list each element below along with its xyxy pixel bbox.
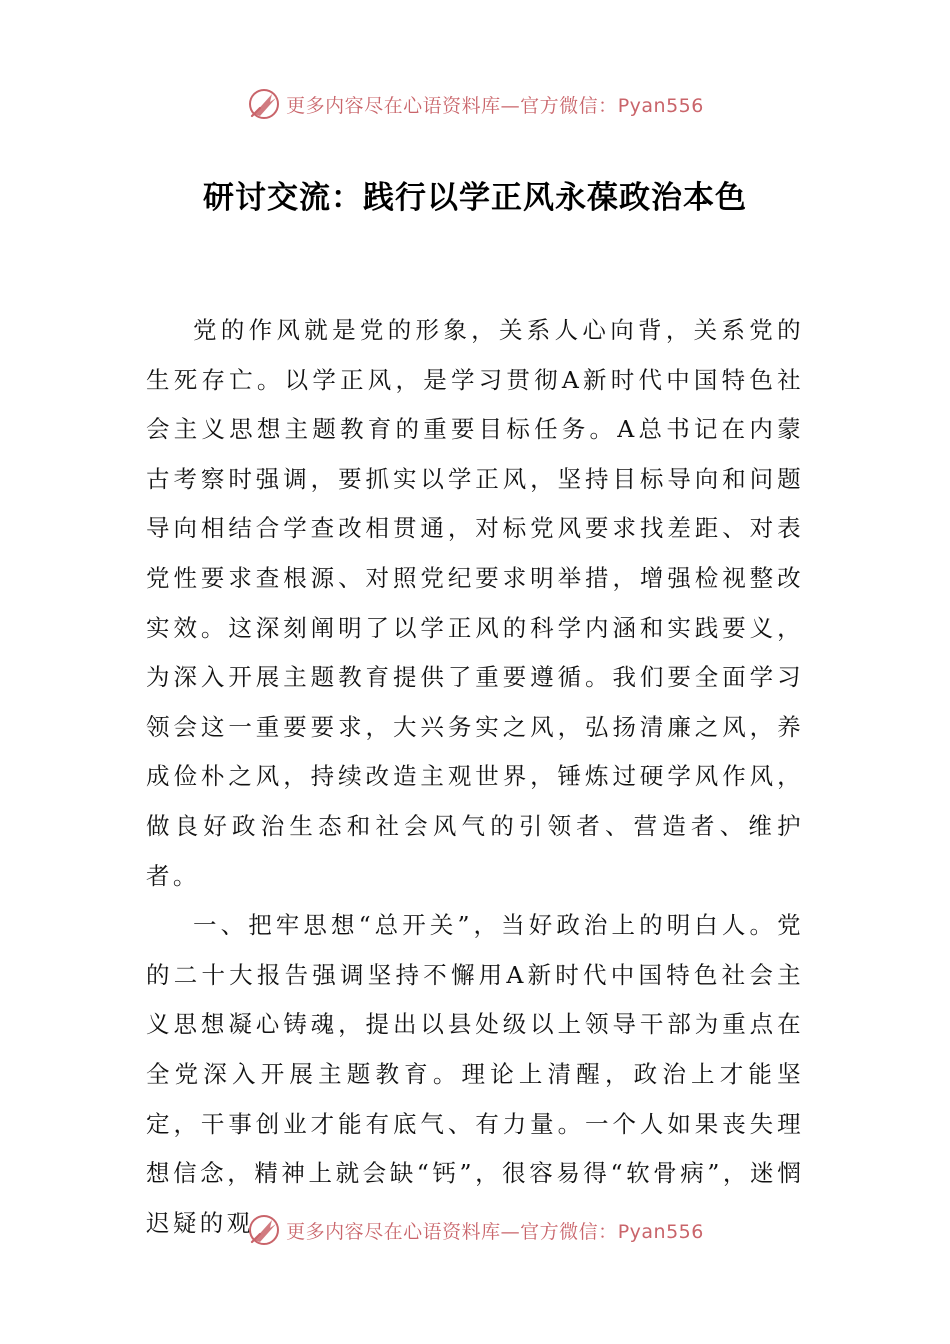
header-wechat-label: 官方微信： [520,94,618,117]
header-banner-main: 更多内容尽在心语资料库— [286,94,521,117]
paragraph-intro: 党的作风就是党的形象，关系人心向背，关系党的生死存亡。以学正风，是学习贯彻A新时代中国特色社会主义思想主题教育的重要目标任务。A总书记在内蒙古考察时强调，要抓实以学正风，坚持目标导向和问题导向相结合学查改相贯通，对标党风要求找差距、对表党性要求查根源、对照党纪要求明举措，增强检视整改实效。这深刻阐明了以学正风的科学内涵和实践要义，为深入开展主题教育提供了重要遵循。我们要全面学习领会这一重要要求，大兴务实之风，弘扬清廉之风，养成俭朴之风，持续改造主观世界，锤炼过硬学风作风，做良好政治生态和社会风气的引领者、营造者、维护者。 [146,316,804,890]
quill-logo-icon [246,86,282,122]
header-wechat-id: Pyan556 [617,94,704,117]
footer-wechat-label: 官方微信： [520,1220,618,1243]
document-title: 研讨交流：践行以学正风永葆政治本色 [203,180,747,216]
header-banner [0,84,950,124]
footer-banner-main: 更多内容尽在心语资料库— [286,1220,521,1243]
footer-banner [0,1210,950,1250]
paragraph-section-one: 一、把牢思想“总开关”，当好政治上的明白人。党的二十大报告强调坚持不懈用A新时代中国特色社会主义思想凝心铸魂，提出以县处级以上领导干部为重点在全党深入开展主题教育。理论上清醒，政治上才能坚定，干事创业才能有底气、有力量。一个人如果丧失理想信念，精神上就会缺“钙”，很容易得“软骨病”，迷惘迟疑的观 [146,911,804,1237]
document-body [146,306,804,1248]
footer-banner-text [286,1217,704,1244]
header-banner-text [286,91,704,118]
footer-wechat-id: Pyan556 [617,1220,704,1243]
quill-logo-icon [246,1212,282,1248]
